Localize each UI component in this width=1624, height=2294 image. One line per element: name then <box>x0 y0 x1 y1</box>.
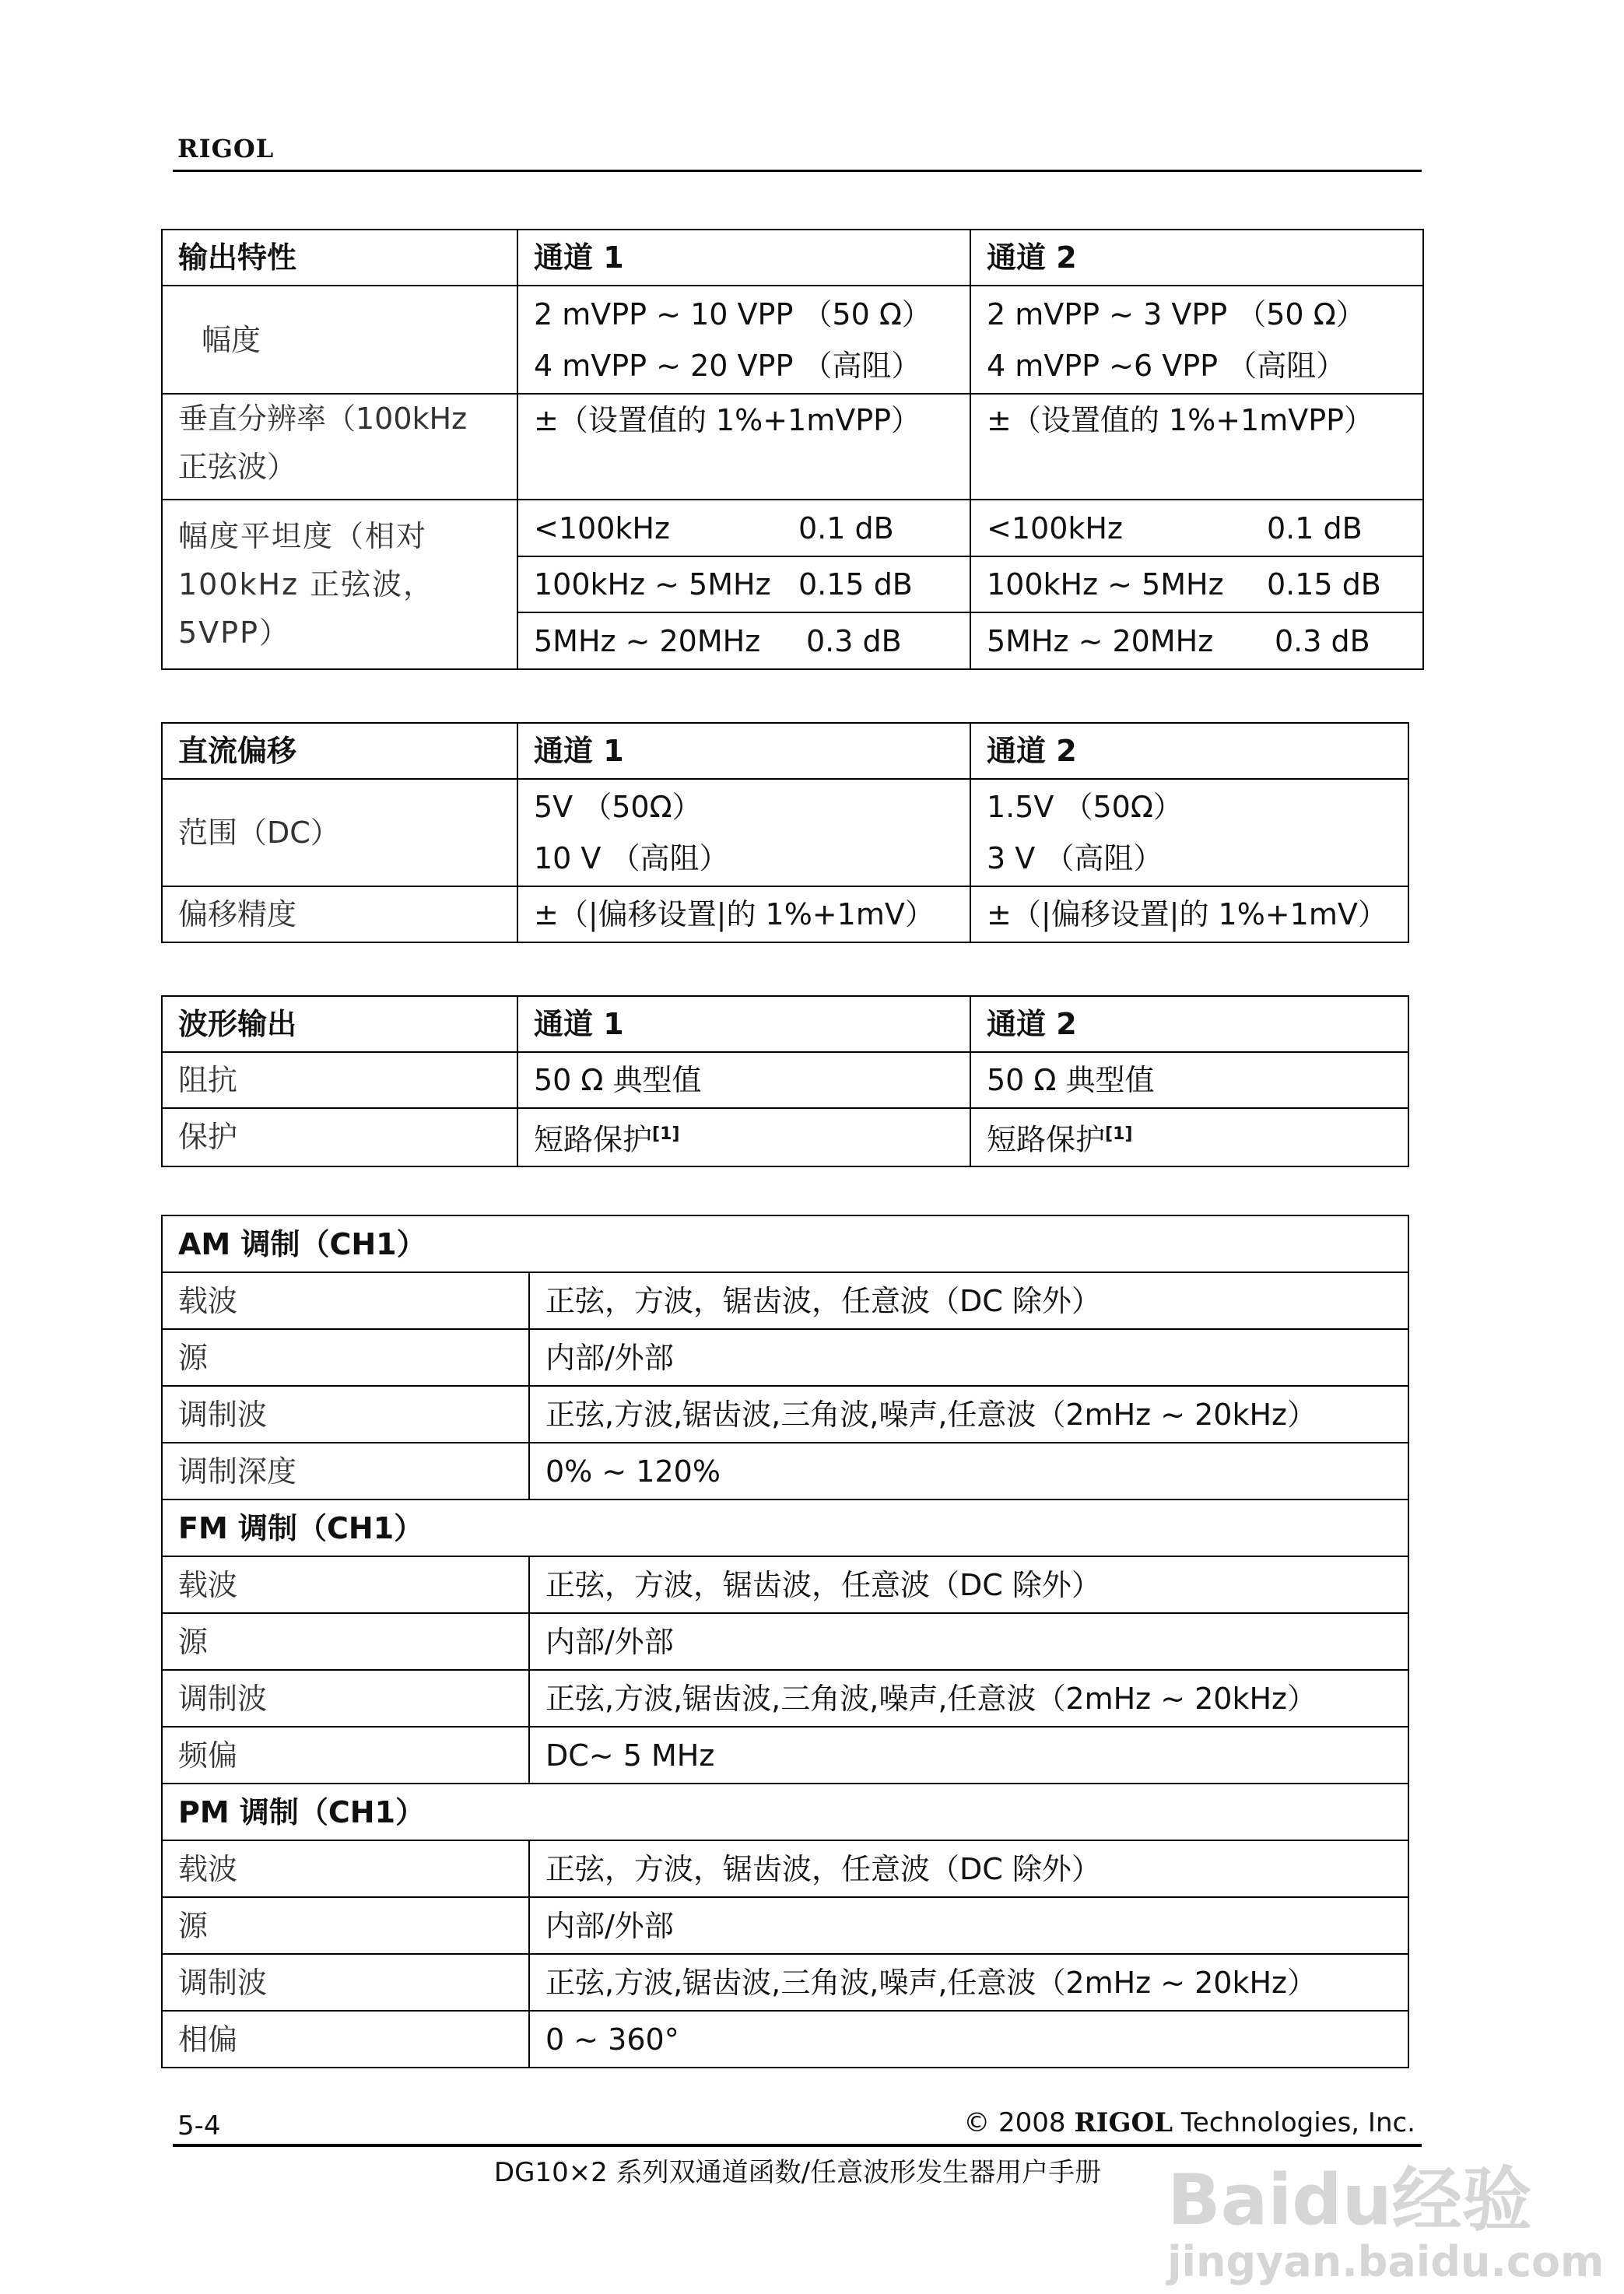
cell: ±（|偏移设置|的 1%+1mV） <box>517 886 970 942</box>
range: 5MHz ~ 20MHz <box>534 623 761 658</box>
cell: 内部/外部 <box>529 1329 1408 1386</box>
table-row <box>162 1329 1408 1386</box>
copyright-brand: RIGOL <box>1074 2107 1173 2138</box>
table-header: 通道 1 <box>517 723 970 779</box>
row-label: 阻抗 <box>162 1052 517 1108</box>
cell: 正弦，方波，锯齿波，任意波（DC 除外） <box>529 1272 1408 1329</box>
row-label: 源 <box>162 1897 529 1954</box>
row-label: 源 <box>162 1329 529 1386</box>
cell <box>517 779 970 886</box>
cell-line: 3 V （高阻） <box>987 841 1163 875</box>
cell-line: 2 mVPP ~ 10 VPP （50 Ω） <box>534 296 931 331</box>
row-label: 调制深度 <box>162 1443 529 1500</box>
section-title: AM 调制（CH1） <box>162 1215 1408 1272</box>
cell: 正弦,方波,锯齿波,三角波,噪声,任意波（2mHz ~ 20kHz） <box>529 1386 1408 1443</box>
row-label: 相偏 <box>162 2011 529 2068</box>
row-label: 调制波 <box>162 1954 529 2011</box>
cell: ±（设置值的 1%+1mVPP） <box>517 394 970 500</box>
table-row <box>162 1840 1408 1897</box>
modulation-table <box>161 1215 1409 2068</box>
range: 5MHz ~ 20MHz <box>987 623 1214 658</box>
cell <box>517 556 970 612</box>
cell: 50 Ω 典型值 <box>517 1052 970 1108</box>
value: 0.15 dB <box>1267 567 1381 602</box>
value: 0.1 dB <box>1267 510 1363 545</box>
row-label: 幅度平坦度（相对 100kHz 正弦波，5VPP） <box>162 500 517 669</box>
cell: ±（设置值的 1%+1mVPP） <box>970 394 1423 500</box>
row-label: 频偏 <box>162 1727 529 1784</box>
table-header: 通道 2 <box>970 996 1408 1052</box>
footnote-ref[interactable]: [1] <box>1105 1124 1133 1144</box>
range: <100kHz <box>534 510 670 545</box>
row-label: 调制波 <box>162 1386 529 1443</box>
section-title: FM 调制（CH1） <box>162 1500 1408 1556</box>
cell: 正弦，方波，锯齿波，任意波（DC 除外） <box>529 1840 1408 1897</box>
value: 0.3 dB <box>806 623 902 658</box>
table-header: 通道 2 <box>970 723 1408 779</box>
table-header: 直流偏移 <box>162 723 517 779</box>
table-row <box>162 1556 1408 1613</box>
table-row <box>162 1443 1408 1500</box>
section-header-row <box>162 1784 1408 1840</box>
copyright-suffix: Technologies, Inc. <box>1180 2107 1415 2138</box>
table-row <box>162 1670 1408 1727</box>
cell: DC~ 5 MHz <box>529 1727 1408 1784</box>
value: 0.3 dB <box>1275 623 1370 658</box>
row-label: 载波 <box>162 1556 529 1613</box>
cell: 0% ~ 120% <box>529 1443 1408 1500</box>
table-row <box>162 2011 1408 2068</box>
brand-header: RIGOL <box>177 134 275 163</box>
table-row <box>162 1897 1408 1954</box>
row-label: 范围（DC） <box>162 779 517 886</box>
table-header: 通道 2 <box>970 230 1423 286</box>
table-row <box>162 1272 1408 1329</box>
row-label: 垂直分辨率（100kHz 正弦波） <box>162 394 517 500</box>
page-number: 5-4 <box>177 2110 221 2141</box>
cell: 内部/外部 <box>529 1897 1408 1954</box>
table-row <box>162 1954 1408 2011</box>
value: 0.15 dB <box>798 567 913 602</box>
cell <box>970 500 1423 556</box>
row-label: 载波 <box>162 1840 529 1897</box>
cell-line: 5V （50Ω） <box>534 790 702 824</box>
table-row <box>162 1727 1408 1784</box>
row-label: 调制波 <box>162 1670 529 1727</box>
value: 0.1 dB <box>798 510 894 545</box>
cell-line: 1.5V （50Ω） <box>987 790 1183 824</box>
cell <box>970 612 1423 669</box>
cell: 内部/外部 <box>529 1613 1408 1670</box>
table-header: 通道 1 <box>517 996 970 1052</box>
cell <box>970 779 1408 886</box>
section-header-row <box>162 1215 1408 1272</box>
footnote-ref[interactable]: [1] <box>652 1124 680 1144</box>
row-label: 偏移精度 <box>162 886 517 942</box>
table-header: 输出特性 <box>162 230 517 286</box>
row-label: 源 <box>162 1613 529 1670</box>
cell: ±（|偏移设置|的 1%+1mV） <box>970 886 1408 942</box>
section-header-row <box>162 1500 1408 1556</box>
cell-text: 短路保护 <box>534 1122 653 1157</box>
cell <box>970 556 1423 612</box>
cell <box>517 1108 970 1166</box>
copyright <box>963 2107 1415 2138</box>
table-row <box>162 1613 1408 1670</box>
header-rule <box>173 170 1422 172</box>
output-characteristics-table <box>161 229 1424 670</box>
table-header: 通道 1 <box>517 230 970 286</box>
cell <box>517 500 970 556</box>
cell: 正弦,方波,锯齿波,三角波,噪声,任意波（2mHz ~ 20kHz） <box>529 1670 1408 1727</box>
cell: 正弦，方波，锯齿波，任意波（DC 除外） <box>529 1556 1408 1613</box>
row-label: 保护 <box>162 1108 517 1166</box>
cell <box>970 1108 1408 1166</box>
cell-line: 10 V （高阻） <box>534 841 729 875</box>
waveform-output-table <box>161 995 1409 1167</box>
cell: 50 Ω 典型值 <box>970 1052 1408 1108</box>
section-title: PM 调制（CH1） <box>162 1784 1408 1840</box>
table-row <box>162 1386 1408 1443</box>
range: 100kHz ~ 5MHz <box>987 567 1224 602</box>
watermark-line: jingyan.baidu.com <box>1167 2237 1605 2286</box>
range: <100kHz <box>987 510 1123 545</box>
copyright-prefix: © 2008 <box>963 2107 1066 2138</box>
cell <box>517 286 970 394</box>
row-label: 幅度 <box>162 286 517 394</box>
table-header: 波形输出 <box>162 996 517 1052</box>
footer-rule <box>173 2144 1422 2147</box>
watermark <box>1167 2159 1605 2286</box>
cell: 0 ~ 360° <box>529 2011 1408 2068</box>
cell-line: 2 mVPP ~ 3 VPP （50 Ω） <box>987 296 1366 331</box>
cell <box>517 612 970 669</box>
cell-line: 4 mVPP ~ 20 VPP （高阻） <box>534 348 921 383</box>
cell <box>970 286 1423 394</box>
range: 100kHz ~ 5MHz <box>534 567 771 602</box>
manual-title: DG10×2 系列双通道函数/任意波形发生器用户手册 <box>493 2157 1102 2188</box>
cell: 正弦,方波,锯齿波,三角波,噪声,任意波（2mHz ~ 20kHz） <box>529 1954 1408 2011</box>
cell-text: 短路保护 <box>987 1122 1106 1157</box>
watermark-line: Baidu经验 <box>1167 2159 1532 2241</box>
cell-line: 4 mVPP ~6 VPP （高阻） <box>987 348 1346 383</box>
dc-offset-table <box>161 722 1409 943</box>
row-label: 载波 <box>162 1272 529 1329</box>
